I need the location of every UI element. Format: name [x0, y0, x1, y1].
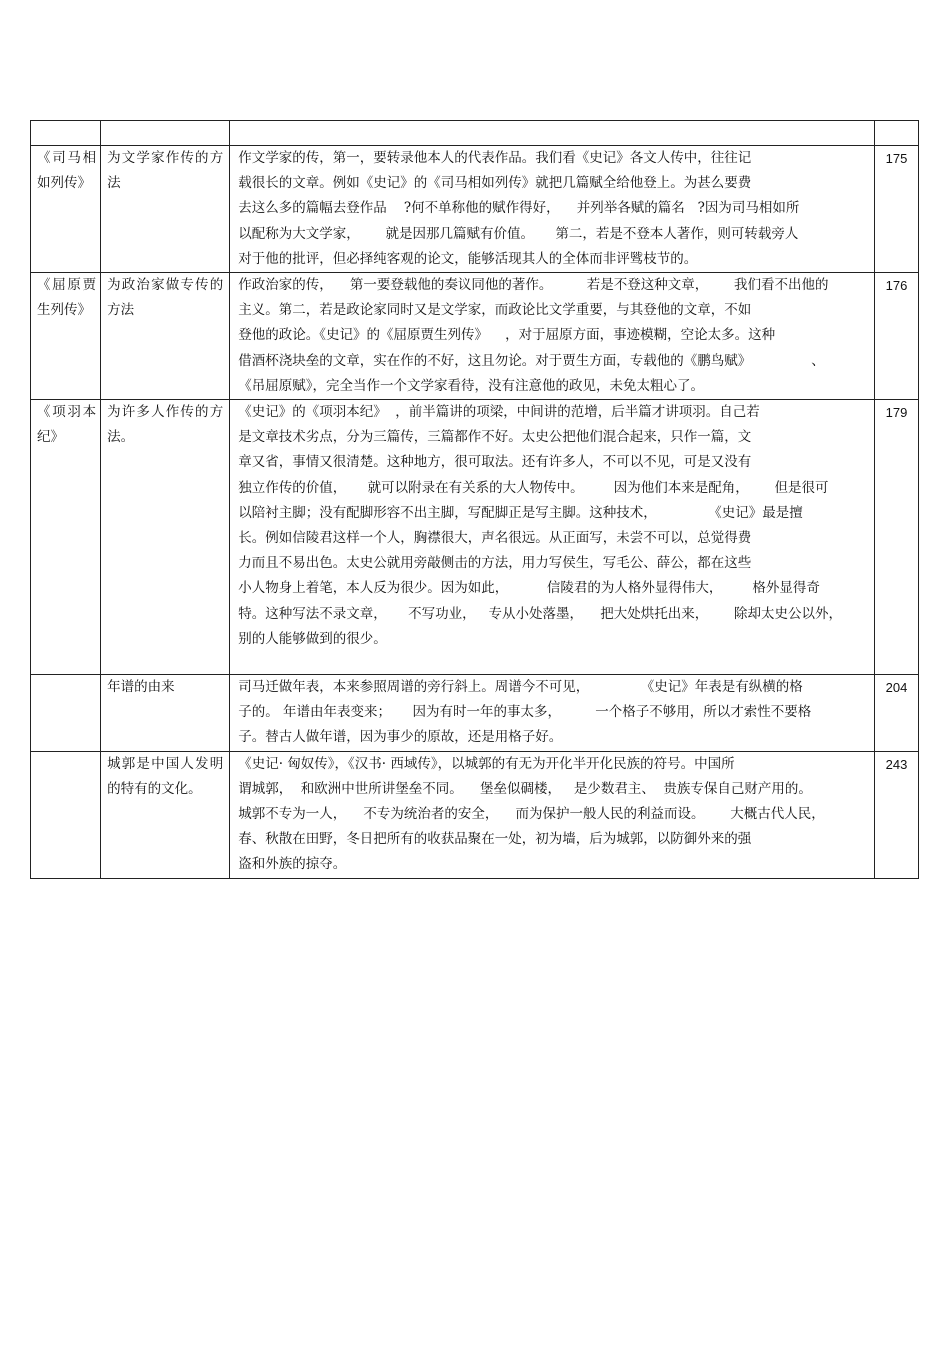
summary-text: [230, 273, 875, 400]
table-header-row: [31, 121, 919, 146]
summary-text: [230, 146, 875, 273]
text-line: 作文学家的传，第一，要转录他本人的代表作品。我们看《史记》各文人传中，往往记: [238, 150, 752, 166]
table-row: [31, 751, 919, 878]
text-line: 登他的政论。《史记》的《屈原贾生列传》 ，对于屈原方面，事迹模糊，空论太多。这种: [238, 327, 776, 344]
table-row: [31, 400, 919, 675]
page-number: 243: [874, 751, 918, 878]
method-label: 为文学家作传的方法: [101, 146, 230, 273]
source-title: 《项羽本纪》: [31, 400, 101, 675]
summary-text: [230, 751, 875, 878]
table-row: [31, 146, 919, 273]
text-line: 对于他的批评，但必择纯客观的论文，能够活现其人的全体而非评骘枝节的。: [238, 250, 698, 267]
text-line: 子。替古人做年谱，因为事少的原故，还是用格子好。: [238, 729, 563, 746]
page-number: 179: [874, 400, 918, 675]
text-line: 《史记· 匈奴传》，《汉书· 西域传》，以城郭的有无为开化半开化民族的符号。中国所: [238, 755, 735, 772]
table-row: [31, 675, 919, 752]
text-line: 以陪衬主脚；没有配脚形容不出主脚，写配脚正是写主脚。这种技术， 《史记》最是擅: [238, 504, 803, 521]
summary-text: [230, 675, 875, 752]
text-line: 盗和外族的掠夺。: [238, 856, 347, 873]
table-row: [31, 273, 919, 400]
text-line: 借酒杯浇块垒的文章，实在作的不好，这且勿论。对于贾生方面，专载他的《鹏鸟赋》 、: [238, 352, 825, 369]
text-line: 去这么多的篇幅去登作品 ?何不单称他的赋作得好， 并列举各赋的篇名 ?因为司马相如所: [238, 200, 800, 217]
text-line: 谓城郭， 和欧洲中世所讲堡垒不同。 堡垒似碉楼， 是少数君主、 贵族专保自己财产用的。: [238, 780, 812, 797]
text-line: 以配称为大文学家， 就是因那几篇赋有价值。 第二，若是不登本人著作，则可转载旁人: [238, 225, 799, 242]
text-line: 春、秋散在田野，冬日把所有的收获品聚在一处，初为墙，后为城郭，以防御外来的强: [238, 831, 752, 848]
summary-text: [230, 400, 875, 675]
text-line: 《吊屈原赋》，完全当作一个文学家看待，没有注意他的政见，未免太粗心了。: [238, 377, 704, 394]
method-label: 为政治家做专传的方法: [101, 273, 230, 400]
text-line: 主义。第二，若是政论家同时又是文学家，而政论比文学重要，与其登他的文章，不如: [238, 302, 752, 319]
text-line: 司马迁做年表，本来参照周谱的旁行斜上。周谱今不可见， 《史记》年表是有纵横的格: [238, 679, 803, 696]
notes-table: [30, 120, 919, 879]
header-cell: [101, 121, 230, 146]
text-line: 是文章技术劣点，分为三篇传，三篇都作不好。太史公把他们混合起来，只作一篇，文: [238, 429, 752, 446]
source-title: [31, 675, 101, 752]
method-label: 城郭是中国人发明的特有的文化。: [101, 751, 230, 878]
text-line: 别的人能够做到的很少。: [238, 630, 387, 647]
page-number: 204: [874, 675, 918, 752]
header-cell: [874, 121, 918, 146]
page-number: 175: [874, 146, 918, 273]
method-label: 年谱的由来: [101, 675, 230, 752]
method-label: 为许多人作传的方法。: [101, 400, 230, 675]
source-title: 《屈原贾生列传》: [31, 273, 101, 400]
source-title: 《司马相如列传》: [31, 146, 101, 273]
page-number: 176: [874, 273, 918, 400]
text-line: 《史记》的《项羽本纪》 ，前半篇讲的项梁，中间讲的范增，后半篇才讲项羽。自己若: [238, 404, 760, 421]
text-line: 章又省，事情又很清楚。这种地方，很可取法。还有许多人，不可以不见，可是又没有: [238, 454, 752, 471]
text-line: 特。这种写法不录文章， 不写功业， 专从小处落墨， 把大处烘托出来， 除却太史公以外，: [238, 605, 842, 622]
header-cell: [230, 121, 875, 146]
text-line: 作政治家的传， 第一要登载他的奏议同他的著作。 若是不登这种文章， 我们看不出他的: [238, 277, 829, 294]
text-line: 载很长的文章。例如《史记》的《司马相如列传》就把几篇赋全给他登上。为甚么要费: [238, 175, 752, 192]
text-line: 独立作传的价值， 就可以附录在有关系的大人物传中。 因为他们本来是配角， 但是很可: [238, 479, 829, 496]
text-line: 长。例如信陵君这样一个人，胸襟很大，声名很远。从正面写，未尝不可以，总觉得费: [238, 530, 752, 547]
text-line: 小人物身上着笔，本人反为很少。因为如此， 信陵君的为人格外显得伟大， 格外显得奇: [238, 580, 820, 597]
text-line: 子的。 年谱由年表变来； 因为有时一年的事太多， 一个格子不够用，所以才索性不要格: [238, 704, 812, 721]
text-line: 城郭不专为一人， 不专为统治者的安全， 而为保护一般人民的利益而设。 大概古代人民，: [238, 806, 825, 823]
source-title: [31, 751, 101, 878]
header-cell: [31, 121, 101, 146]
text-line: 力而且不易出色。太史公就用旁敲侧击的方法，用力写侯生，写毛公、薛公，都在这些: [238, 555, 752, 572]
